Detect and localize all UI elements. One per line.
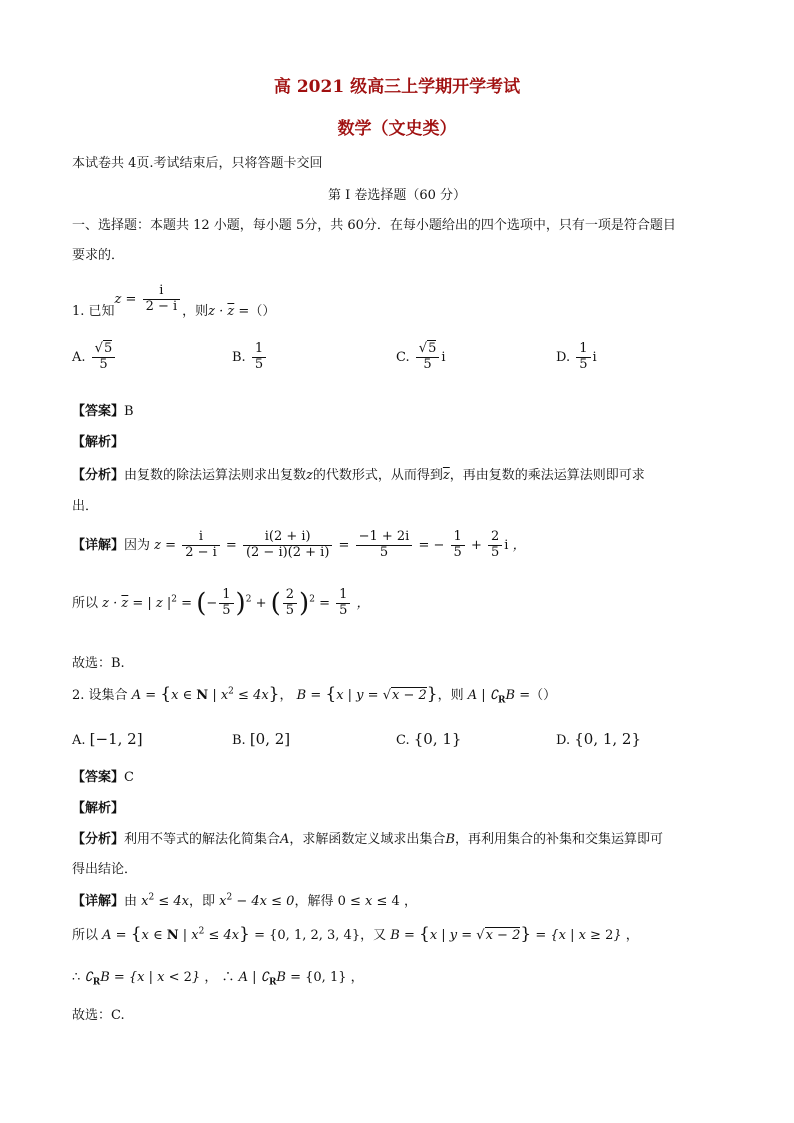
q2-option-b-value: [0, 2] [249, 730, 291, 748]
q2-therefore-2: ∴ [221, 970, 235, 985]
q1-tail: （） [249, 303, 276, 319]
q2-therefore-1: ∴ [72, 970, 81, 985]
q2-option-b [232, 730, 290, 748]
q1-detail-so [72, 588, 370, 619]
q2-paren: （） [530, 688, 557, 703]
q2-answer-label: 【答案】 [72, 770, 125, 785]
q2-option-a [72, 730, 143, 748]
q2-option-c-value: {0, 1} [413, 730, 462, 748]
q1-fenxi-text-3: ，再由复数的乘法运算法则即可求 [449, 468, 645, 483]
q2-option-d-label: D. [556, 733, 571, 748]
q2-analysis-label: 【解析】 [72, 801, 125, 816]
q1-option-c: C. $\frac{√5}{5}$ i [396, 341, 446, 372]
instructions-line-2: 要求的． [72, 248, 125, 263]
q2-option-d [556, 730, 641, 748]
q1-option-a-value: $\frac{√5}{5}$ [92, 342, 116, 373]
question-2-stem [72, 684, 556, 706]
exam-title: 高 2021 级高三上学期开学考试 [273, 77, 521, 97]
q2-set-a: A = {x ∈ N | $x^2 \le 4x$} [131, 684, 280, 704]
q1-option-b-value: $\frac{1}{5}$ [252, 342, 266, 373]
question-1-stem [72, 283, 276, 319]
q1-fenxi-label: 【分析】 [72, 468, 125, 483]
exam-note: 本试卷共 4页.考试结束后，只将答题卡交回 [72, 156, 323, 171]
q1-mid: ，则 [182, 303, 209, 319]
q1-option-b [232, 342, 268, 373]
q1-option-a [72, 342, 117, 373]
q2-option-d-value: {0, 1, 2} [574, 730, 642, 748]
q1-answer-value: B [124, 404, 134, 419]
q1-answer-label: 【答案】 [72, 404, 125, 419]
q2-option-b-label: B. [232, 733, 246, 748]
q2-answer [72, 766, 134, 785]
q2-therefore-line: ∴ $∁_RB = \{x$ | x < 2} ， ∴ A | $∁_RB = \{0$, 1} ， [72, 970, 364, 988]
q1-modulus-formula: $z \cdot \overline{z}$ = | z $|^2$ = (− $\frac{1}{5}$ )$^2$ + ( $\frac{2}{5}$ )$^2$ = $\frac{1}{5}$ ， [102, 587, 370, 619]
q1-conclusion: 故选：B. [72, 656, 125, 671]
q1-option-a-label: A. [72, 349, 86, 365]
section-title: 第 I 卷选择题（60 分） [327, 188, 467, 203]
q2-fenxi-text-1: 利用不等式的解法化简集合 [124, 832, 281, 847]
q2-fenxi-text-2: ，求解函数定义域求出集合 [289, 832, 446, 847]
instructions-line-1: 一、选择题：本题共 12 小题，每小题 5分，共 60分．在每小题给出的四个选项中，只有一项是符合题目 [72, 218, 676, 233]
q2-detail-c: ，解得 [294, 894, 334, 909]
q1-detail-lead: 因为 [124, 537, 151, 553]
q1-analysis-label: 【解析】 [72, 435, 125, 450]
q2-detail-so: 所以 A = {x ∈ N | $x^2 \le 4x\} = \{0$, 1, 2, 3, 4}，又 B = {x | y = √x − 2} = {x | x ≥ 2} ， [72, 924, 639, 944]
q2-detail-so-label: 所以 [72, 928, 99, 943]
q2-option-c [396, 730, 461, 748]
q2-answer-value: C [124, 770, 134, 785]
q1-lead: 1. 已知 [72, 303, 115, 319]
q1-detail-label: 【详解】 [72, 537, 125, 553]
q2-detail-a: 由 [124, 894, 138, 909]
q2-fenxi-label: 【分析】 [72, 832, 125, 847]
q2-option-a-value: [−1, 2] [89, 730, 143, 748]
q2-detail: 【详解】由 $x^2 \le 4x$，即 $x^2 - 4x \le 0$，解得 0 ≤ x ≤ 4 ， [72, 892, 417, 909]
q1-option-b-label: B. [232, 349, 246, 365]
q2-tail: ，则 [437, 688, 464, 703]
q2-detail-label: 【详解】 [72, 894, 125, 909]
q1-option-d-value: $\frac{1}{5}$ [576, 342, 590, 373]
q1-option-d: D. $\frac{1}{5}$ i [556, 341, 597, 372]
q2-detail-also: ，又 [360, 928, 387, 943]
q1-formula-product: $z \cdot \overline{z}$ = [208, 303, 250, 319]
q2-fenxi-text-3: ，再利用集合的补集和交集运算即可 [455, 832, 664, 847]
q2-detail-b: ，即 [189, 894, 216, 909]
q1-fenxi: 【分析】由复数的除法运算法则求出复数z的代数形式，从而得到$\overline{z}$，再由复数的乘法运算法则即可求 [72, 468, 645, 483]
q1-answer [72, 400, 134, 419]
q2-fenxi-line-2: 得出结论． [72, 862, 138, 877]
q2-option-c-label: C. [396, 733, 410, 748]
q2-expression: A | $∁_RB$ = [467, 688, 531, 706]
q1-detail-so-label: 所以 [72, 595, 99, 611]
q1-option-c-value: $\frac{√5}{5}$ [416, 342, 440, 373]
q2-conclusion: 故选：C. [72, 1008, 125, 1023]
q1-detail-formula: z = $\frac{i}{2 - i}$ = $\frac{i(2 + i)}{(2 - i)(2 + i)}$ = $\frac{-1 + 2i}{5}$ = − $\frac{1}{5}$ + $\frac{2}{5}$ i ， [154, 529, 526, 560]
q2-mid: ， [279, 688, 293, 703]
q2-set-b: B = {x | y = √x − 2} [296, 684, 438, 704]
q1-fenxi-text-2: 的代数形式，从而得到 [312, 468, 443, 483]
exam-subtitle: 数学（文史类） [337, 119, 457, 139]
q1-fenxi-line-2: 出． [72, 499, 99, 514]
q1-formula-z: z = $\frac{i}{2 - i}$ [115, 292, 183, 307]
q1-fenxi-text-1: 由复数的除法运算法则求出复数 [124, 468, 307, 483]
q1-option-c-label: C. [396, 349, 410, 365]
q2-lead: 2. 设集合 [72, 688, 128, 703]
q2-fenxi: 【分析】利用不等式的解法化简集合A，求解函数定义域求出集合B，再利用集合的补集和交集运算即可 [72, 832, 664, 847]
q2-option-a-label: A. [72, 733, 86, 748]
q1-option-d-label: D. [556, 349, 571, 365]
q1-detail [72, 530, 526, 561]
